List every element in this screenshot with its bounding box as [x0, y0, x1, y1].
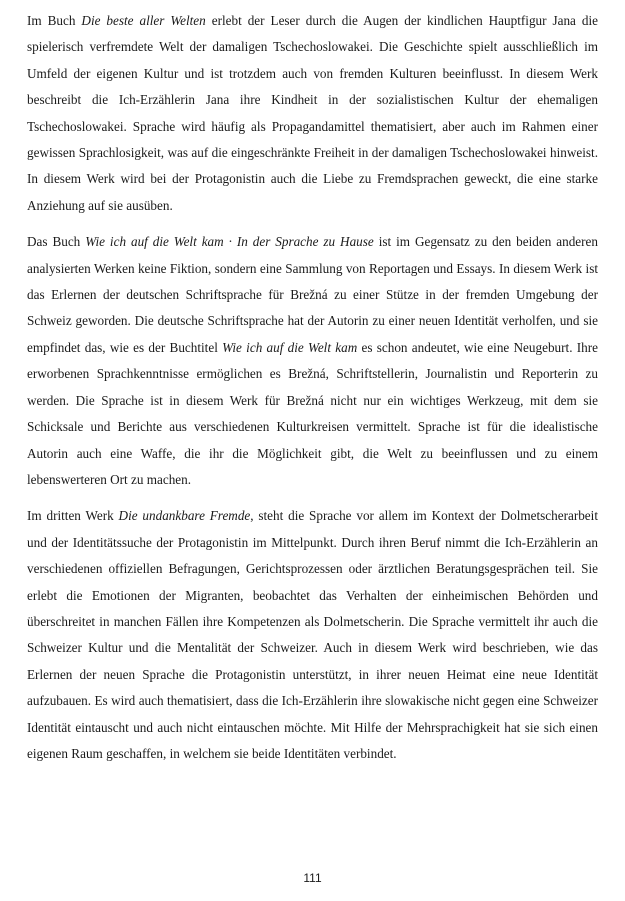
- page-number: 111: [303, 871, 322, 885]
- book-title-italic: Wie ich auf die Welt kam · In der Sprache zu Hause: [85, 234, 374, 250]
- book-title-italic: Die undankbare Fremde: [118, 508, 251, 524]
- paragraph-1: [27, 8, 598, 219]
- paragraph-2: [27, 229, 598, 493]
- book-title-italic: Wie ich auf die Welt kam: [222, 339, 358, 355]
- text-run: Das Buch: [27, 234, 86, 250]
- text-run: erlebt der Leser durch die Augen der kindlichen Hauptfigur Jana die spielerisch verfremdete Welt der damaligen Tschechoslowakei. Die Geschichte spielt ausschließlich im Umfeld der eigenen Kultur und ist trotzdem auch von fremden Kulturen beeinflusst. In diesem Werk beschreibt die Ich-Erzählerin Jana ihre Kindheit in der sozialistischen Kultur der ehemaligen Tschechoslowakei. Sprache wird häufig als Propagandamittel thematisiert, aber auch im Rahmen einer gewissen Sprachlosigkeit, was auf die eingeschränkte Freiheit in der damaligen Tschechoslowakei hinweist. In diesem Werk wird bei der Protagonistin auch die Liebe zu Fremdsprachen geweckt, die eine starke Anziehung auf sie ausüben.: [27, 13, 598, 213]
- book-title-italic: Die beste aller Welten: [81, 13, 206, 28]
- paragraph-3: [27, 503, 598, 767]
- text-run: , steht die Sprache vor allem im Kontext der Dolmetscherarbeit und der Identitätssuche der Protagonistin im Mittelpunkt. Durch ihren Beruf nimmt die Ich-Erzählerin an verschiedenen offiziellen Befragungen, Gerichtsprozessen oder ärztlichen Beratungsgesprächen teil. Sie erlebt die Emotionen der Migranten, beobachtet das Verhalten der einheimischen Behörden und überschreitet in manchen Fällen ihre Kompetenzen als Dolmetscherin. Die Sprache vermittelt ihr auch die Schweizer Kultur und die Mentalität der Schweizer. Auch in diesem Werk wird beschrieben, wie das Erlernen der neuen Sprache die Protagonistin unterstützt, in ihrer neuen Heimat eine neue Identität aufzubauen. Es wird auch thematisiert, dass die Ich-Erzählerin ihre slowakische nicht gegen eine Schweizer Identität eintauscht und auch nicht eintauschen möchte. Mit Hilfe der Mehrsprachigkeit hat sie sich einen eigenen Raum geschaffen, in welchem sie beide Identitäten verbindet.: [27, 508, 598, 761]
- document-page: [27, 8, 598, 777]
- text-run: es schon andeutet, wie eine Neugeburt. Ihre erworbenen Sprachkenntnisse ermöglichen es Brežná, Schriftstellerin, Journalistin und Reporterin zu werden. Die Sprache ist in diesem Werk für Brežná nicht nur ein wichtiges Werkzeug, mit dem sie Schicksale und Berichte aus verschiedenen Kulturkreisen vermittelt. Sprache ist für die idealistische Autorin auch eine Waffe, die ihr die Möglichkeit gibt, die Welt zu beeinflussen und zu einem lebenswerteren Ort zu machen.: [27, 339, 598, 487]
- text-run: Im Buch: [27, 13, 82, 28]
- text-run: Im dritten Werk: [27, 508, 119, 524]
- text-run: ist im Gegensatz zu den beiden anderen analysierten Werken keine Fiktion, sondern eine Sammlung von Reportagen und Essays. In diesem Werk ist das Erlernen der deutschen Schriftsprache für Brežná zu einer Stütze in der fremden Umgebung der Schweiz geworden. Die deutsche Schriftsprache hat der Autorin zu einer neuen Identität verholfen, und sie empfindet das, wie es der Buchtitel: [27, 234, 598, 355]
